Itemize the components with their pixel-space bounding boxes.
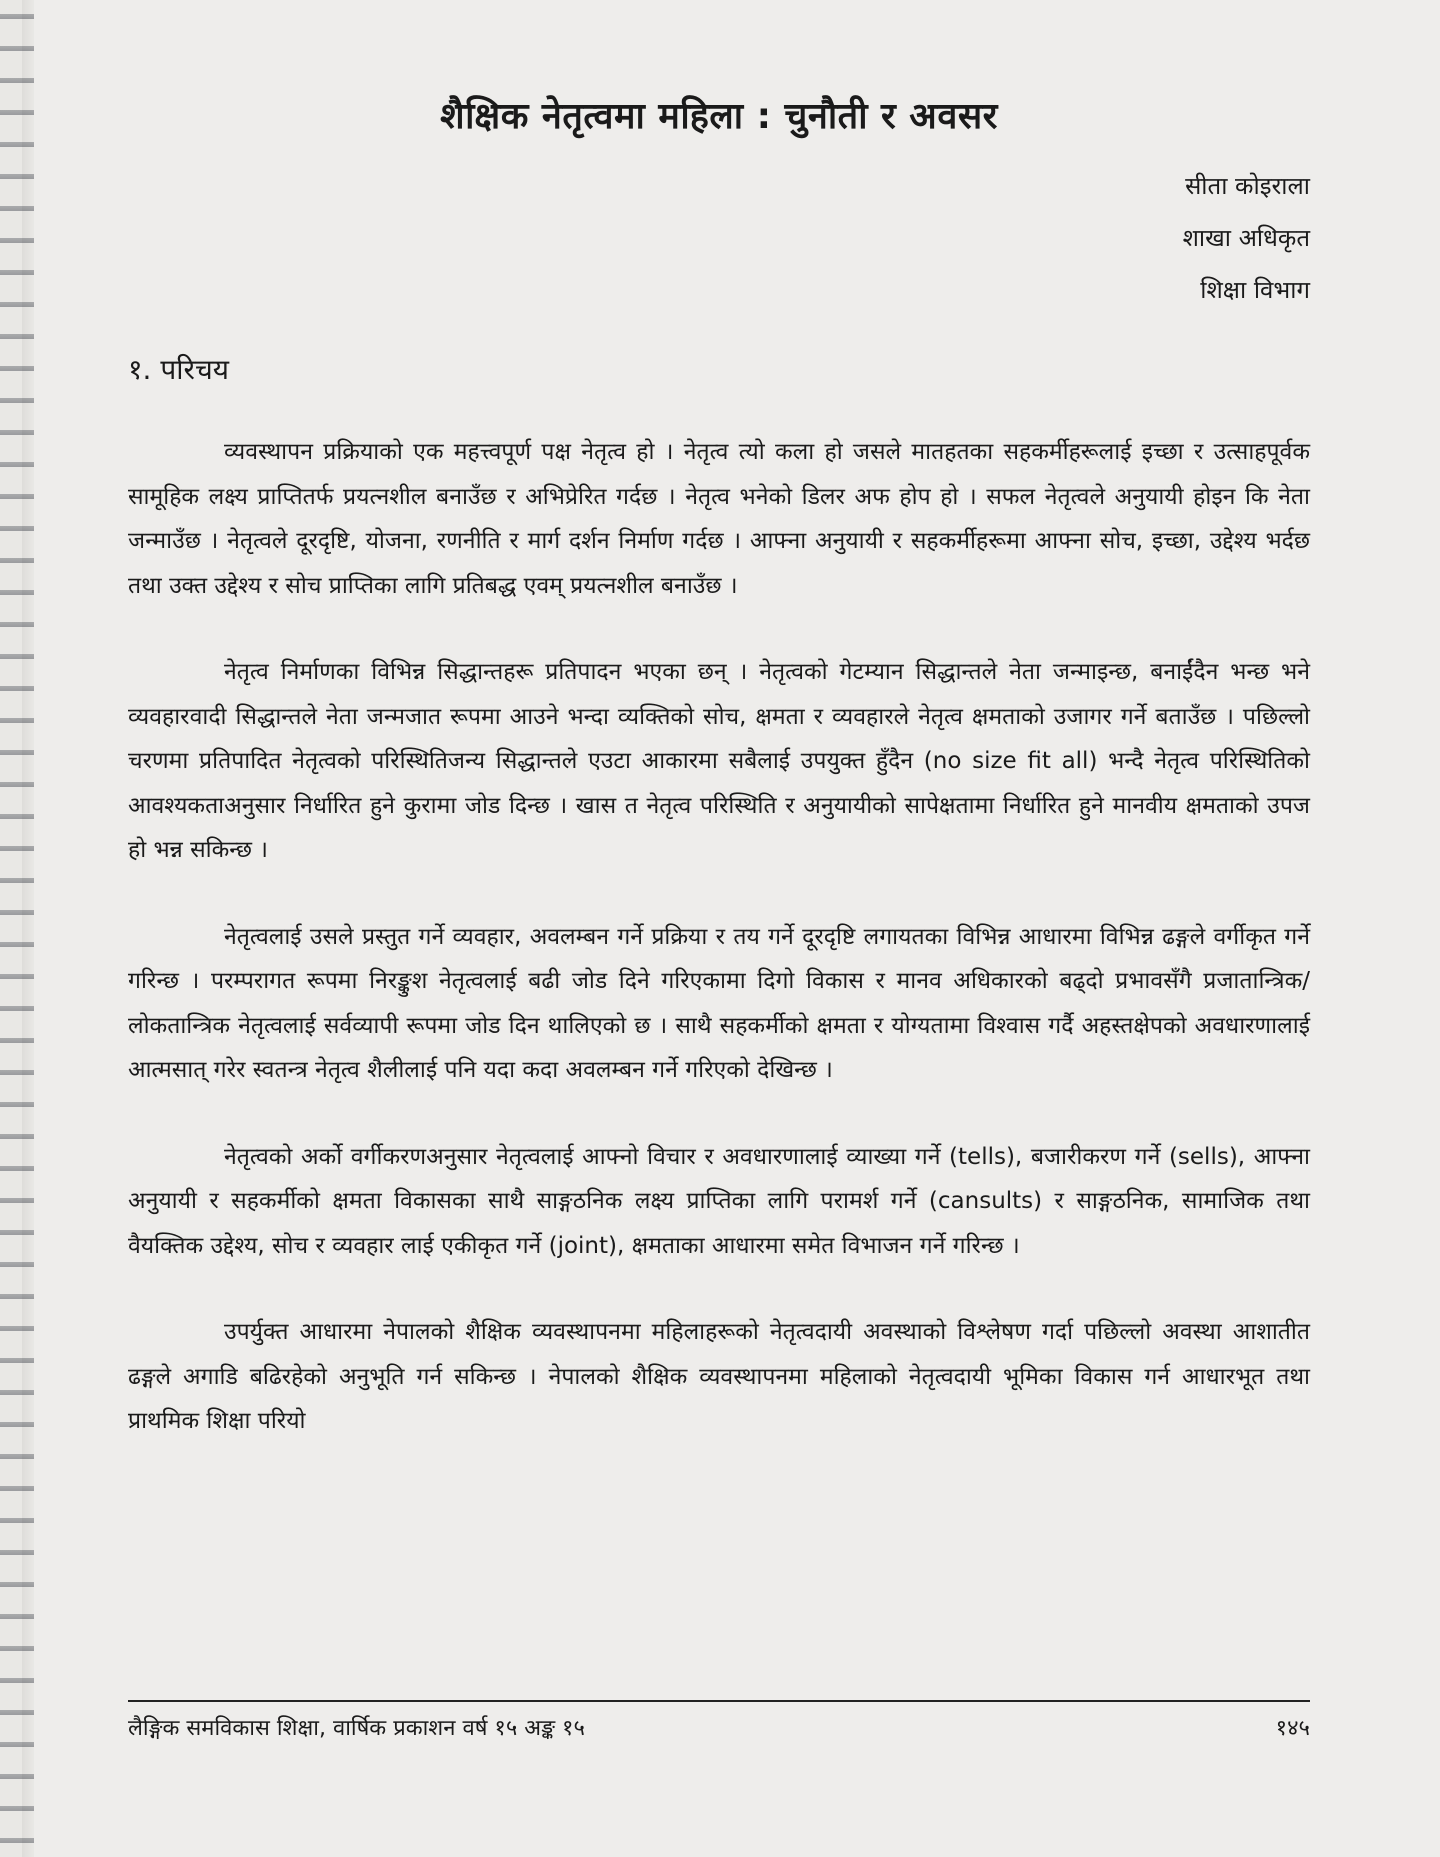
paragraph-1: व्यवस्थापन प्रक्रियाको एक महत्त्वपूर्ण पक्ष नेतृत्व हो । नेतृत्व त्यो कला हो जसले मातहतका सहकर्मीहरूलाई इच्छा र उत्साहपूर्वक सामूहिक लक्ष्य प्राप्तितर्फ प्रयत्नशील बनाउँछ र अभिप्रेरित गर्दछ । नेतृत्व भनेको डिलर अफ होप हो । सफल नेतृत्वले अनुयायी होइन कि नेता जन्माउँछ । नेतृत्वले दूरदृष्टि, योजना, रणनीति र मार्ग दर्शन निर्माण गर्दछ । आफ्ना अनुयायी र सहकर्मीहरूमा आफ्ना सोच, इच्छा, उद्देश्य भर्दछ तथा उक्त उद्देश्य र सोच प्राप्तिका लागि प्रतिबद्ध एवम् प्रयत्नशील बनाउँछ । [128, 439, 1310, 599]
article-title: शैक्षिक नेतृत्वमा महिला : चुनौती र अवसर [440, 96, 998, 137]
author-designation: शाखा अधिकृत [1182, 224, 1310, 252]
section-heading: १. परिचय [128, 353, 229, 386]
article-body [128, 430, 1310, 1444]
spiral-binding-edge [0, 0, 34, 1857]
page-footer [128, 1712, 1310, 1742]
page-number: १४५ [1275, 1716, 1310, 1741]
paragraph-3: नेतृत्वलाई उसले प्रस्तुत गर्ने व्यवहार, अवलम्बन गर्ने प्रक्रिया र तय गर्ने दूरदृष्टि लगायतका विभिन्न आधारमा विभिन्न ढङ्गले वर्गीकृत गर्ने गरिन्छ । परम्परागत रूपमा निरङ्कुश नेतृत्वलाई बढी जोड दिने गरिएकामा दिगो विकास र मानव अधिकारको बढ्दो प्रभावसँगै प्रजातान्त्रिक/लोकतान्त्रिक नेतृत्वलाई सर्वव्यापी रूपमा जोड दिन थालिएको छ । साथै सहकर्मीको क्षमता र योग्यतामा विश्वास गर्दै अहस्तक्षेपको अवधारणालाई आत्मसात् गरेर स्वतन्त्र नेतृत्व शैलीलाई पनि यदा कदा अवलम्बन गर्ने गरिएको देखिन्छ । [128, 923, 1310, 1083]
document-page [128, 0, 1310, 1857]
author-office: शिक्षा विभाग [1200, 276, 1310, 304]
paragraph-4: नेतृत्वको अर्को वर्गीकरणअनुसार नेतृत्वलाई आफ्नो विचार र अवधारणालाई व्याख्या गर्ने (tells), बजारीकरण गर्ने (sells), आफ्ना अनुयायी र सहकर्मीको क्षमता विकासका साथै साङ्गठनिक लक्ष्य प्राप्तिका लागि परामर्श गर्ने (cansults) र साङ्गठनिक, सामाजिक तथा वैयक्तिक उद्देश्य, सोच र व्यवहार लाई एकीकृत गर्ने (joint), क्षमताका आधारमा समेत विभाजन गर्ने गरिन्छ । [128, 1143, 1310, 1259]
paragraph-5: उपर्युक्त आधारमा नेपालको शैक्षिक व्यवस्थापनमा महिलाहरूको नेतृत्वदायी अवस्थाको विश्लेषण गर्दा पछिल्लो अवस्था आशातीत ढङ्गले अगाडि बढिरहेको अनुभूति गर्न सकिन्छ । नेपालको शैक्षिक व्यवस्थापनमा महिलाको नेतृत्वदायी भूमिका विकास गर्न आधारभूत तथा प्राथमिक शिक्षा परियो [128, 1319, 1310, 1434]
footer-divider [128, 1700, 1310, 1702]
author-block [1183, 160, 1310, 316]
paragraph-2: नेतृत्व निर्माणका विभिन्न सिद्धान्तहरू प्रतिपादन भएका छन् । नेतृत्वको गेटम्यान सिद्धान्तले नेता जन्माइन्छ, बनाईंदैन भन्छ भने व्यवहारवादी सिद्धान्तले नेता जन्मजात रूपमा आउने भन्दा व्यक्तिको सोच, क्षमता र व्यवहारले नेतृत्व क्षमताको उजागर गर्ने बताउँछ । पछिल्लो चरणमा प्रतिपादित नेतृत्वको परिस्थितिजन्य सिद्धान्तले एउटा आकारमा सबैलाई उपयुक्त हुँदैन (no size fit all) भन्दै नेतृत्व परिस्थितिको आवश्यकताअनुसार निर्धारित हुने कुरामा जोड दिन्छ । खास त नेतृत्व परिस्थिति र अनुयायीको सापेक्षतामा निर्धारित हुने मानवीय क्षमताको उपज हो भन्न सकिन्छ । [128, 659, 1310, 863]
author-name: सीता कोइराला [1185, 172, 1310, 200]
publication-info: लैङ्गिक समविकास शिक्षा, वार्षिक प्रकाशन वर्ष १५ अङ्क १५ [128, 1716, 585, 1741]
